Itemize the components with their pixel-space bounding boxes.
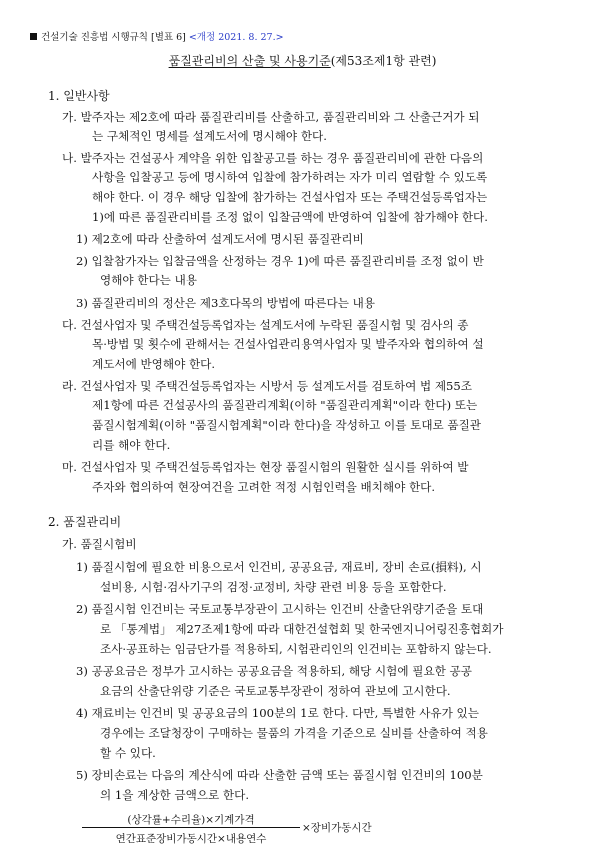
section-heading: 2. 품질관리비 [48,515,122,529]
body-line: 5) 장비손료는 다음의 계산식에 따라 산출한 금액 또는 품질시험 인건비의 100분 [76,768,483,782]
body-line: 2) 입찰참가자는 입찰금액을 산정하는 경우 1)에 따른 품질관리비를 조정 없이 반 [76,254,484,268]
body-line: 할 수 있다. [100,746,156,760]
body-line: 2) 품질시험 인건비는 국토교통부장관이 고시하는 인건비 산출단위량기준을 토대 [76,602,484,616]
formula-denominator: 연간표준장비가동시간×내용연수 [115,833,267,845]
body-line: 설비용, 시험·검사기구의 검정·교정비, 차량 관련 비용 등을 포함한다. [100,580,447,594]
body-line: 로 「통계법」 제27조제1항에 따라 대한건설협회 및 한국엔지니어링진흥협회가 [100,622,504,636]
page-title [0,52,605,69]
body-line: 마. 건설사업자 및 주택건설등록업자는 현장 품질시험의 원활한 실시를 위하여 발 [62,460,469,474]
revision-date: <개정 2021. 8. 27.> [188,32,284,43]
title-reference: (제53조제1항 관련) [330,54,437,68]
document-header [30,29,284,43]
body-line: 리를 해야 한다. [92,438,171,452]
body-line: 주자와 협의하여 현장여건을 고려한 적정 시험인력을 배치해야 한다. [92,480,436,494]
body-line: 경우에는 조달청장이 구매하는 물품의 가격을 기준으로 실비를 산출하여 적용 [100,726,488,740]
fraction-bar [82,827,300,828]
body-line: 1) 제2호에 따라 산출하여 설계도서에 명시된 품질관리비 [76,232,364,246]
body-line: 해야 한다. 이 경우 해당 입찰에 참가하는 건설사업자 또는 주택건설등록업자는 [92,190,488,204]
body-line: 의 1을 계상한 금액으로 한다. [100,788,249,802]
body-line: 1)에 따른 품질관리비를 조정 없이 입찰금액에 반영하여 입찰에 참가해야 한다. [92,210,488,224]
body-line: 4) 재료비는 인건비 및 공공요금의 100분의 1로 한다. 다만, 특별한 사유가 있는 [76,706,479,720]
formula-numerator: (상각률+수리율)×기계가격 [127,814,255,826]
section-heading: 1. 일반사항 [48,89,110,103]
body-line: 사항을 입찰공고 등에 명시하여 입찰에 참가하려는 자가 미리 열람할 수 있도록 [92,170,488,184]
body-line: 3) 공공요금은 정부가 고시하는 공공요금을 적용하되, 해당 시험에 필요한 공공 [76,664,472,678]
formula-multiplier: ×장비가동시간 [302,822,372,834]
body-line: 라. 건설사업자 및 주택건설등록업자는 시방서 등 설계도서를 검토하여 법 제55조 [62,379,472,393]
body-line: 요금의 산출단위량 기준은 국토교통부장관이 정하여 관보에 고시한다. [100,684,451,698]
body-line: 목·방법 및 횟수에 관해서는 건설사업관리용역사업자 및 발주자와 협의하여 설 [92,337,484,351]
body-line: 3) 품질관리비의 정산은 제3호다목의 방법에 따른다는 내용 [76,296,375,310]
body-line: 제1항에 따른 건설공사의 품질관리계획(이하 "품질관리계획"이라 한다) 또는 [92,398,478,412]
body-line: 는 구체적인 명세를 설계도서에 명시해야 한다. [92,129,327,143]
body-line: 가. 발주자는 제2호에 따라 품질관리비를 산출하고, 품질관리비와 그 산출근거가 되 [62,110,480,124]
body-line: 품질시험계획(이하 "품질시험계획"이라 한다)을 작성하고 이를 토대로 품질관 [92,418,482,432]
body-line: 조사·공표하는 임금단가를 적용하되, 시험관리인의 인건비는 포함하지 않는다. [100,642,492,656]
header-text: 건설기술 진흥법 시행규칙 [별표 6] [41,32,186,43]
body-line: 가. 품질시험비 [62,537,137,551]
body-line: 1) 품질시험에 필요한 비용으로서 인건비, 공공요금, 재료비, 장비 손료(損料), 시 [76,560,482,574]
body-line: 영해야 한다는 내용 [100,273,197,287]
square-bullet-icon [30,33,37,40]
body-line: 계도서에 반영해야 한다. [92,357,216,371]
title-main: 품질관리비의 산출 및 사용기준 [168,54,331,68]
body-line: 다. 건설사업자 및 주택건설등록업자는 설계도서에 누락된 품질시험 및 검사의 종 [62,318,469,332]
body-line: 나. 발주자는 건설공사 계약을 위한 입찰공고를 하는 경우 품질관리비에 관한 다음의 [62,151,484,165]
